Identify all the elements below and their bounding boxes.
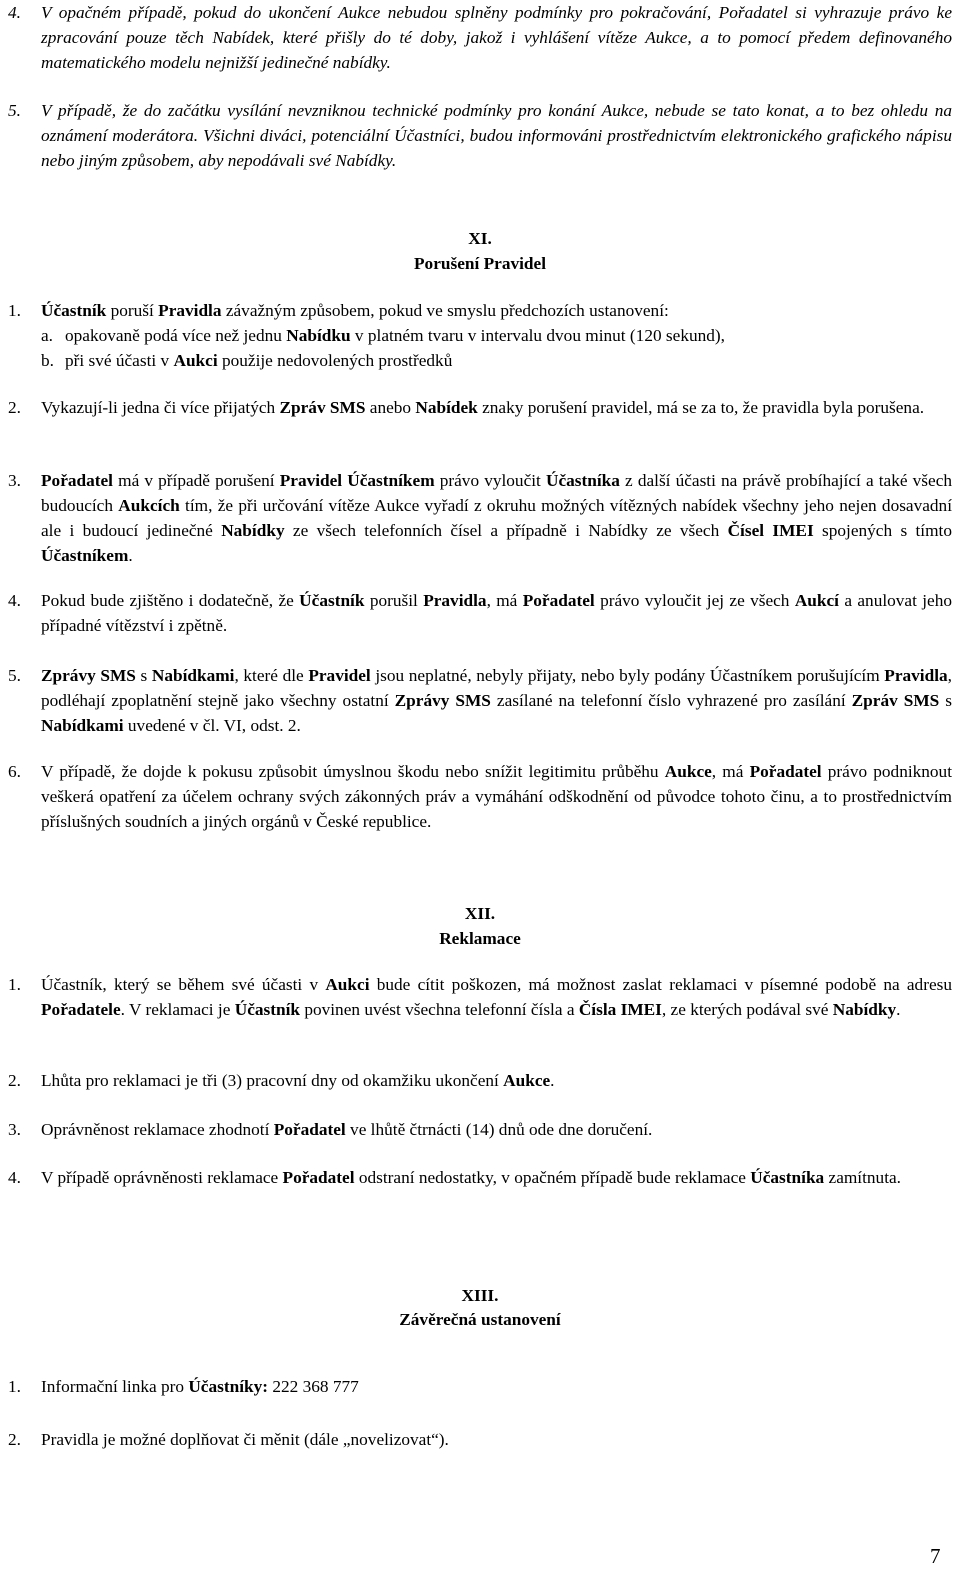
text-run: , má [711,762,750,781]
text-run: uvedené v čl. VI, odst. 2. [123,716,301,735]
paragraph-text [41,468,952,568]
item-number: 4. [8,3,21,22]
bold-term: Účastníky: [188,1377,269,1396]
text-run: při své účasti v [65,351,174,370]
paragraph-text [41,1117,952,1142]
paragraph-text: V případě, že do začátku vysílání nevzniknou technické podmínky pro konání Aukce, nebude se tato konat, a to bez ohledu na oznámení moderátora. Všichni diváci, potenciální Účastníci, budou informováni prostřednictvím elektronického grafického nápisu nebo jiným způsobem, aby nepodávali své Nabídky. [41,101,952,170]
text-run: , má [486,591,523,610]
item-number: 4. [8,591,21,610]
item-number: 2. [8,1430,21,1449]
page-number: 7 [930,1544,941,1568]
sec12-item-3 [8,1117,952,1142]
bold-term: Aukcí [794,591,839,610]
text-run: Pravidla je možné doplňovat či měnit (dále „novelizovat“). [41,1430,449,1449]
item-number: 6. [8,762,21,781]
bold-term: Pořadatel [749,762,822,781]
sec11-item-3 [8,468,952,568]
paragraph-text [41,1427,952,1452]
sub-text [65,348,941,373]
sub-letter: b. [41,351,54,370]
text-run: Lhůta pro reklamaci je tři (3) pracovní dny od okamžiku ukončení [41,1071,504,1090]
item-number: 4. [8,1168,21,1187]
sec13-item-1 [8,1374,952,1399]
text-run: zasílané na telefonní číslo vyhrazené pro zasílání [490,691,852,710]
text-run: má v případě porušení [113,471,280,490]
sec11-sub-a [41,323,941,348]
bold-term: Pořadatele [41,1000,121,1019]
text-run: závažným způsobem, pokud ve smyslu předchozích ustanovení: [221,301,669,320]
text-run: a anulovat jeho případné vítězství i zpětně. [41,591,952,635]
paragraph-text [41,395,952,420]
bold-term: Aukci [325,975,370,994]
paragraph-text [41,298,952,323]
bold-term: Zprávy SMS [394,691,491,710]
text-run: porušil [364,591,424,610]
paragraph-text [41,588,952,638]
bold-term: Účastníkem [41,546,129,565]
bold-term: Nabídky [832,1000,897,1019]
item-number: 5. [8,101,21,120]
text-run: v platném tvaru v intervalu dvou minut (120 sekund), [350,326,725,345]
bold-term: Pravidla [423,591,487,610]
bold-term: Zpráv SMS [279,398,366,417]
bold-term: Pravidla [158,301,222,320]
paragraph-text [41,1068,952,1093]
bold-term: Nabídkami [151,666,235,685]
text-run: z další účasti na právě probíhající a také všech budoucích [41,471,952,515]
sub-letter: a. [41,326,53,345]
text-run: , ze kterých podával své [661,1000,833,1019]
text-run: poruší [106,301,159,320]
bold-term: Pořadatel [522,591,595,610]
sec12-item-2 [8,1068,952,1093]
bold-term: Čísel IMEI [727,521,814,540]
paragraph-text [41,972,952,1022]
paragraph-text [41,1374,952,1399]
bold-term: Aukce [503,1071,551,1090]
item-number: 5. [8,666,21,685]
bold-term: Nabídek [415,398,478,417]
paragraph-text [41,663,952,738]
text-run: anebo [365,398,416,417]
text-run: spojených s tímto [813,521,952,540]
text-run: V případě oprávněnosti reklamace [41,1168,283,1187]
text-run: povinen uvést všechna telefonní čísla a [300,1000,579,1019]
bold-term: Nabídky [221,521,285,540]
bold-term: Nabídkami [41,716,124,735]
paragraph-10-4 [8,0,952,75]
text-run: s [939,691,952,710]
bold-term: Účastníka [545,471,620,490]
text-run: právo vyloučit jej ze všech [594,591,795,610]
bold-term: Čísla IMEI [578,1000,662,1019]
text-run: . [896,1000,901,1019]
bold-term: Účastník [234,1000,301,1019]
text-run: . [128,546,133,565]
text-run: Informační linka pro [41,1377,189,1396]
item-number: 1. [8,301,21,320]
text-run: právo vyloučit [434,471,546,490]
text-run: , které dle [234,666,309,685]
bold-term: Aukcích [118,496,180,515]
item-number: 2. [8,1071,21,1090]
sec13-item-2 [8,1427,952,1452]
text-run: s [135,666,152,685]
paragraph-10-5 [8,98,952,173]
paragraph-text [41,759,952,834]
text-run: odstraní nedostatky, v opačném případě bude reklamace [354,1168,751,1187]
item-number: 1. [8,975,21,994]
bold-term: Účastník [41,301,107,320]
text-run: právo podniknout veškerá opatření za účelem ochrany svých zákonných práv a vymáhání odškodnění od původce tohoto činu, a to prostřednictvím příslušných soudních a jiných orgánů v České republice. [41,762,952,831]
text-run: Pokud bude zjištěno i dodatečně, že [41,591,300,610]
sub-text [65,323,941,348]
bold-term: Zpráv SMS [851,691,940,710]
text-run: . [550,1071,555,1090]
text-run: Účastník, který se během své účasti v [41,975,326,994]
bold-term: Pořadatel [282,1168,355,1187]
paragraph-text [41,1165,952,1190]
bold-term: Účastníka [750,1168,825,1187]
sec12-item-4 [8,1165,952,1190]
text-run: 222 368 777 [268,1377,359,1396]
item-number: 3. [8,471,21,490]
sec11-sub-b [41,348,941,373]
sec11-item-1 [8,298,952,323]
text-run: ze všech telefonních čísel a případně i Nabídky ze všech [284,521,728,540]
text-run: , podléhají zpoplatnění stejně jako všechny ostatní [41,666,952,710]
bold-term: Zprávy SMS [41,666,136,685]
sec11-item-6 [8,759,952,834]
bold-term: Nabídku [286,326,351,345]
text-run: jsou neplatné, nebyly přijaty, nebo byly podány Účastníkem porušujícím [370,666,885,685]
text-run: Oprávněnost reklamace zhodnotí [41,1120,274,1139]
bold-term: Pravidel Účastníkem [279,471,435,490]
bold-term: Pravidla [884,666,948,685]
sec12-item-1 [8,972,952,1022]
sec11-item-5 [8,663,952,738]
item-number: 1. [8,1377,21,1396]
text-run: zamítnuta. [824,1168,901,1187]
text-run: bude cítit poškozen, má možnost zaslat reklamaci v písemné podobě na adresu [369,975,952,994]
sec11-item-4 [8,588,952,638]
text-run: V případě, že dojde k pokusu způsobit úmyslnou škodu nebo snížit legitimitu průběhu [41,762,665,781]
bold-term: Pořadatel [41,471,113,490]
text-run: Vykazují-li jedna či více přijatých [41,398,280,417]
bold-term: Pravidel [308,666,371,685]
bold-term: Účastník [299,591,365,610]
text-run: . V reklamaci je [120,1000,235,1019]
section-title: Závěrečná ustanovení [399,1310,561,1329]
section-number: XIII. [461,1286,499,1305]
text-run: použije nedovolených prostředků [217,351,453,370]
paragraph-text: V opačném případě, pokud do ukončení Aukce nebudou splněny podmínky pro pokračování, Pořadatel si vyhrazuje právo ke zpracování pouze těch Nabídek, které přišly do té doby, jakož i vyhlášení vítěze Aukce, a to pomocí předem definovaného matematického modelu nejnižší jedinečné nabídky. [41,3,952,72]
bold-term: Aukci [173,351,218,370]
bold-term: Pořadatel [273,1120,346,1139]
item-number: 2. [8,398,21,417]
text-run: ve lhůtě čtrnácti (14) dnů ode dne doručení. [345,1120,653,1139]
text-run: opakovaně podá více než jednu [65,326,287,345]
section-number: XII. [464,904,496,923]
section-title: Reklamace [439,929,521,948]
section-number: XI. [468,229,492,248]
sec11-item-2 [8,395,952,420]
text-run: tím, že při určování vítěze Aukce vyřadí z okruhu možných vítězných nabídek všechny jeho nejen dosavadní ale i budoucí jedinečné [41,496,952,540]
text-run: znaky porušení pravidel, má se za to, že pravidla byla porušena. [477,398,925,417]
section-title: Porušení Pravidel [414,254,546,273]
bold-term: Aukce [664,762,712,781]
item-number: 3. [8,1120,21,1139]
